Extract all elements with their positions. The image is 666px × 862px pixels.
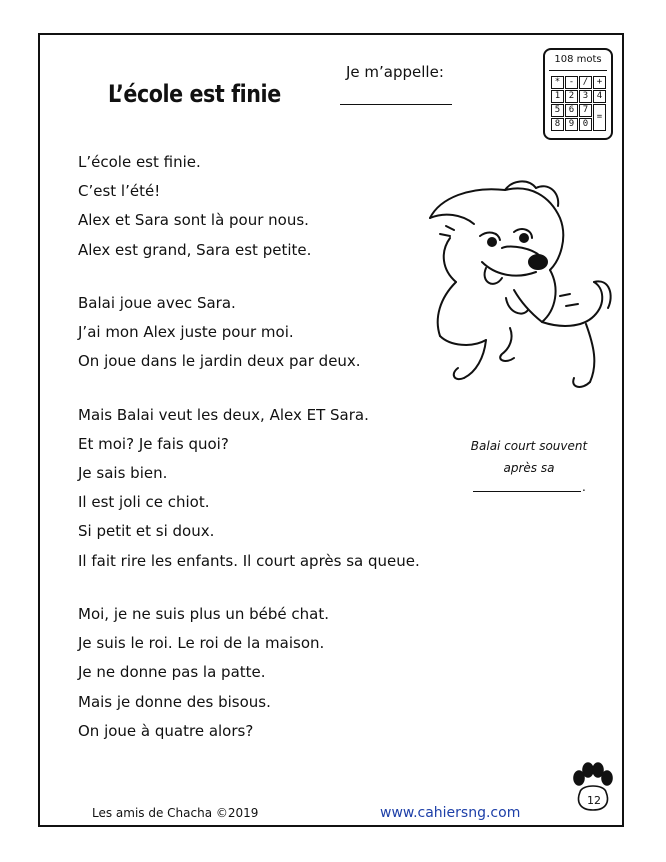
poem-line: Il est joli ce chiot. [78,493,210,512]
calculator-key: 4 [593,90,606,103]
poem-line: Moi, je ne suis plus un bébé chat. [78,605,329,623]
poem-line: Si petit et si doux. [78,522,215,541]
name-label: Je m’appelle: [346,63,444,81]
calculator-keys [551,76,606,131]
poem-line: L’école est finie. [78,153,201,171]
calculator-key: 8 [551,118,564,131]
stanza-break [78,377,420,401]
page-number: 12 [587,794,601,807]
poem-line: Je sais bien. [78,464,168,483]
poem-line: Il fait rire les enfants. Il court après sa queue. [78,551,420,570]
calculator-key: 5 [551,104,564,117]
illustration-caption [454,435,604,479]
copyright-text: Les amis de Chacha ©2019 [92,806,259,820]
calculator-key: * [551,76,564,89]
poem-line: Mais je donne des bisous. [78,692,271,711]
poem-line: On joue à quatre alors? [78,721,254,740]
website-link[interactable]: www.cahiersng.com [380,805,521,821]
page-title: L’école est finie [108,80,281,108]
stanza-break [78,576,420,600]
poem-line: Je ne donne pas la patte. [78,663,266,682]
caption-line-1: Balai court souvent [470,439,588,453]
poem-line: Alex et Sara sont là pour nous. [78,211,309,230]
poem-line: On joue dans le jardin deux par deux. [78,352,361,371]
calculator-key-equals: = [593,104,606,131]
poem-line: Mais Balai veut les deux, Alex ET Sara. [78,405,369,424]
calculator-key: 1 [551,90,564,103]
puppy-drawing-icon [410,178,615,393]
calculator-key: 9 [565,118,578,131]
poem-line: Je suis le roi. Le roi de la maison. [78,634,325,653]
calculator-key: / [579,76,592,89]
caption-answer-blank [473,491,581,492]
caption-line-2: après sa [503,461,555,475]
word-count-label: 108 mots [554,54,602,65]
poem-line: J’ai mon Alex juste pour moi. [78,323,294,342]
caption-end-punct: . [582,480,586,494]
word-counter-calculator [543,48,613,140]
calculator-key: 0 [579,118,592,131]
poem-line: Balai joue avec Sara. [78,293,236,312]
calculator-key: 3 [579,90,592,103]
calculator-key: 7 [579,104,592,117]
stanza-break [78,265,420,289]
calculator-key: - [565,76,578,89]
poem-text [78,148,420,746]
calculator-key: 6 [565,104,578,117]
poem-line: C’est l’été! [78,182,161,201]
poem-line: Alex est grand, Sara est petite. [78,240,312,259]
poem-line: Et moi? Je fais quoi? [78,434,229,453]
counter-divider [549,70,607,71]
calculator-key: 2 [565,90,578,103]
calculator-key: + [593,76,606,89]
name-blank [340,104,452,105]
